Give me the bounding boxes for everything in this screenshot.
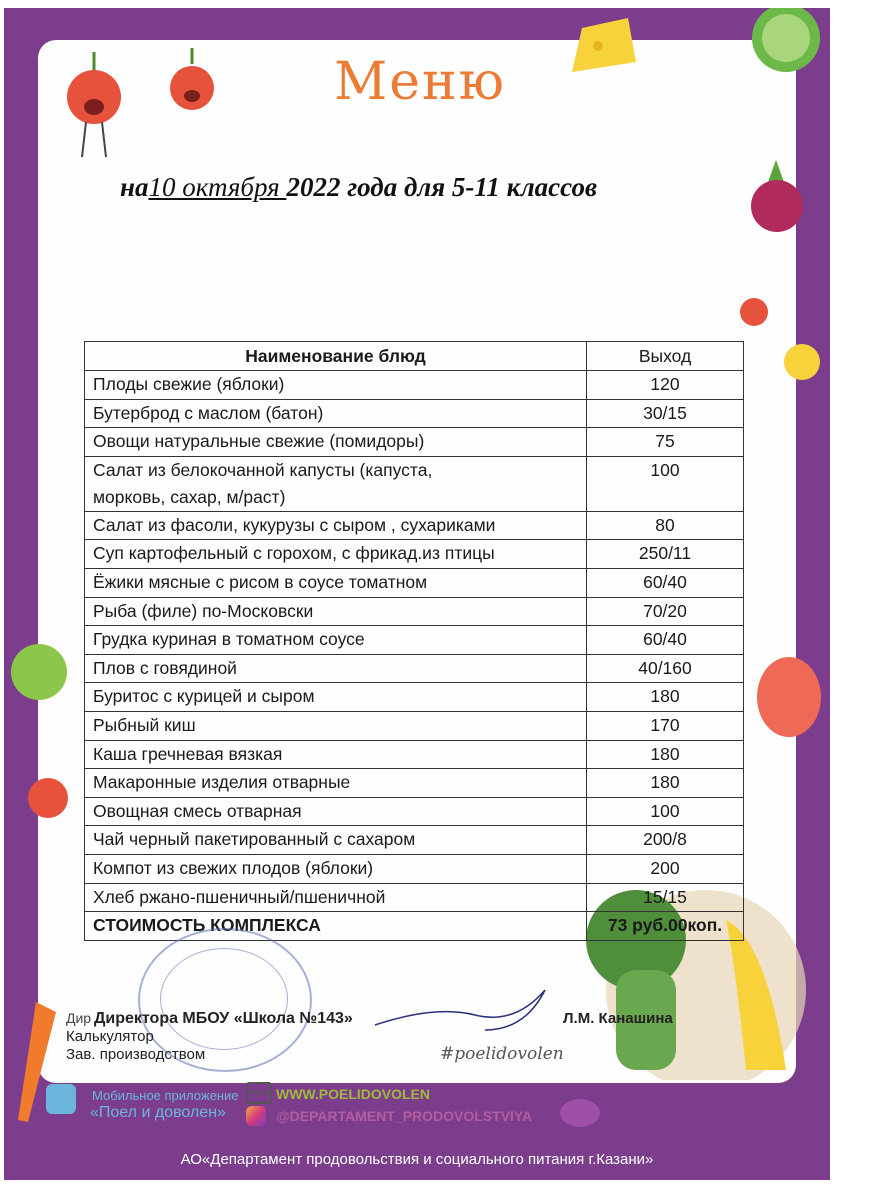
candy-icon	[540, 1090, 620, 1136]
dish-output: 70/20	[587, 597, 744, 626]
dish-output: 15/15	[587, 883, 744, 912]
cheese-character-icon	[568, 12, 640, 82]
dish-output: 180	[587, 740, 744, 769]
table-row	[85, 683, 744, 712]
menu-subtitle	[120, 172, 760, 203]
footer-organization: АО«Департамент продовольствия и социального питания г.Казани»	[180, 1151, 654, 1168]
dish-output: 30/15	[587, 399, 744, 428]
table-row	[85, 654, 744, 683]
table-row	[85, 769, 744, 798]
dish-name-line: Рыбный киш	[93, 714, 196, 735]
production-manager-label: Зав. производством	[66, 1046, 206, 1063]
dish-name-line: Бутерброд с маслом (батон)	[93, 402, 324, 423]
hashtag: #poelidovolen	[440, 1044, 564, 1064]
dish-name-line: Плов с говядиной	[93, 657, 237, 678]
page-title: Меню	[334, 52, 506, 112]
signature-scribble	[370, 985, 560, 1045]
dish-output: 250/11	[587, 540, 744, 569]
dish-name	[85, 797, 587, 826]
dish-name	[85, 511, 587, 540]
dish-output: 200/8	[587, 826, 744, 855]
header-output: Выход	[587, 342, 744, 371]
app-logo-icon	[46, 1084, 76, 1114]
total-value: 73 руб.00коп.	[587, 912, 744, 941]
web-icon: www	[246, 1082, 272, 1104]
dish-output: 40/160	[587, 654, 744, 683]
dish-name	[85, 854, 587, 883]
dish-output: 170	[587, 711, 744, 740]
dish-output: 180	[587, 683, 744, 712]
dish-output: 200	[587, 854, 744, 883]
subtitle-prefix: на	[120, 172, 149, 202]
dish-output: 100	[587, 456, 744, 511]
subtitle-suffix: 2022 года для 5-11 классов	[286, 172, 598, 202]
table-row	[85, 371, 744, 400]
dish-name	[85, 883, 587, 912]
calculator-label: Калькулятор	[66, 1028, 154, 1045]
dish-name	[85, 568, 587, 597]
dish-output: 60/40	[587, 568, 744, 597]
dish-name-line: Каша гречневая вязкая	[93, 743, 283, 764]
app-name: «Поел и доволен»	[90, 1104, 226, 1121]
dish-name-line: Рыба (филе) по-Московски	[93, 600, 314, 621]
tomato-character-icon	[64, 52, 124, 162]
dish-name	[85, 626, 587, 655]
dish-name	[85, 399, 587, 428]
menu-table-body	[85, 371, 744, 941]
dish-name-line: Чай черный пакетированный с сахаром	[93, 829, 416, 850]
dish-name	[85, 683, 587, 712]
table-row	[85, 456, 744, 511]
dish-name-line: Компот из свежих плодов (яблоки)	[93, 857, 374, 878]
table-header-row	[85, 342, 744, 371]
dish-output: 60/40	[587, 626, 744, 655]
table-row	[85, 797, 744, 826]
table-row	[85, 740, 744, 769]
table-row	[85, 568, 744, 597]
app-caption: Мобильное приложение	[92, 1088, 239, 1103]
dish-name-line: Хлеб ржано-пшеничный/пшеничной	[93, 886, 386, 907]
tomato-small-icon	[24, 766, 72, 822]
table-row	[85, 711, 744, 740]
school-stamp-inner-ring	[160, 948, 288, 1050]
dish-name-line: Овощи натуральные свежие (помидоры)	[93, 431, 425, 452]
dish-name-line: Грудка куриная в томатном соусе	[93, 629, 365, 650]
website-link[interactable]: WWW.POELIDOVOLEN	[276, 1086, 430, 1102]
dish-name	[85, 456, 587, 511]
table-row	[85, 540, 744, 569]
instagram-link[interactable]: @DEPARTAMENT_PRODOVOLSTVIYA	[276, 1108, 533, 1124]
dish-name	[85, 826, 587, 855]
dish-name	[85, 371, 587, 400]
dish-name	[85, 769, 587, 798]
director-prefix: Дир	[66, 1010, 92, 1026]
dish-name	[85, 597, 587, 626]
dish-name-line: Салат из фасоли, кукурузы с сыром , сухариками	[93, 514, 496, 535]
dish-output: 180	[587, 769, 744, 798]
dish-name	[85, 711, 587, 740]
table-row	[85, 428, 744, 457]
instagram-icon	[246, 1106, 266, 1126]
director-name: Л.М. Канашина	[563, 1010, 673, 1027]
header-dish-name: Наименование блюд	[85, 342, 587, 371]
subtitle-date: 10 октября	[148, 172, 287, 202]
tomato-small-icon	[737, 293, 771, 327]
dish-output: 75	[587, 428, 744, 457]
dish-name	[85, 654, 587, 683]
dish-name-line: Овощная смесь отварная	[93, 800, 302, 821]
smiley-icon	[782, 340, 822, 384]
table-row	[85, 626, 744, 655]
dish-output: 100	[587, 797, 744, 826]
dish-name	[85, 428, 587, 457]
apple-character-icon	[8, 636, 70, 702]
dish-output: 80	[587, 511, 744, 540]
table-row	[85, 826, 744, 855]
dish-name-line: Макаронные изделия отварные	[93, 772, 351, 793]
dish-output: 120	[587, 371, 744, 400]
table-row	[85, 597, 744, 626]
table-row	[85, 854, 744, 883]
table-row	[85, 399, 744, 428]
dish-name-line: Суп картофельный с горохом, с фрикад.из птицы	[93, 543, 495, 564]
table-row	[85, 511, 744, 540]
cucumber-slice-icon	[742, 8, 830, 78]
dish-name-line: Буритос с курицей и сыром	[93, 686, 315, 707]
dish-name-line: Плоды свежие (яблоки)	[93, 374, 285, 394]
meat-character-icon	[752, 652, 826, 742]
dish-name	[85, 740, 587, 769]
dish-name	[85, 540, 587, 569]
tomato-character-icon	[166, 48, 218, 128]
table-row	[85, 883, 744, 912]
dish-name-line: Салат из белокочанной капусты (капуста,	[93, 459, 433, 480]
menu-table	[84, 341, 744, 941]
dish-name-line: морковь, сахар, м/раст)	[93, 486, 286, 507]
total-label: СТОИМОСТЬ КОМПЛЕКСА	[85, 912, 587, 941]
dish-name-line: Ёжики мясные с рисом в соусе томатном	[93, 571, 428, 592]
director-title: Директора МБОУ «Школа №143»	[94, 1010, 353, 1027]
